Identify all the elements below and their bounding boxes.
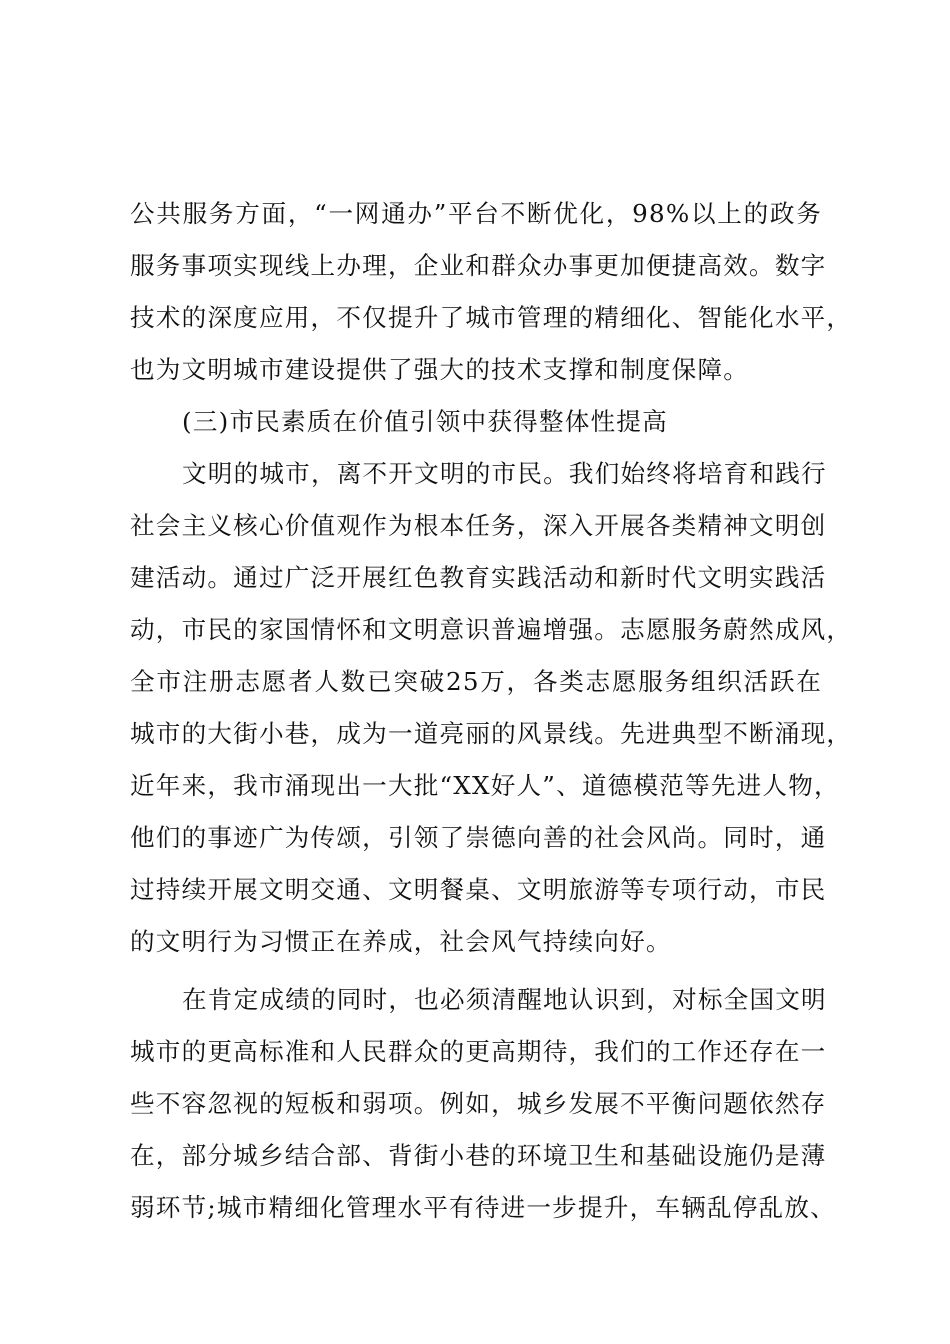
section-heading: [130, 396, 822, 448]
text-line: 全市注册志愿者人数已突破25万，各类志愿服务组织活跃在: [130, 667, 822, 696]
text-line: 过持续开展文明交通、文明餐桌、文明旅游等专项行动，市民: [130, 875, 827, 904]
text-line: 技术的深度应用，不仅提升了城市管理的精细化、智能化水平，: [130, 303, 853, 332]
text-line: 城市的大街小巷，成为一道亮丽的风景线。先进典型不断涌现，: [130, 719, 853, 748]
document-body: [130, 188, 853, 1234]
text-line: 社会主义核心价值观作为根本任务，深入开展各类精神文明创: [130, 511, 827, 540]
text-line: 建活动。通过广泛开展红色教育实践活动和新时代文明实践活: [130, 563, 827, 592]
text-line: 近年来，我市涌现出一大批“XX好人”、道德模范等先进人物，: [130, 771, 840, 800]
paragraph-citizens: [130, 448, 853, 968]
text-line: 城市的更高标准和人民群众的更高期待，我们的工作还存在一: [130, 1037, 827, 1066]
text-line: 的文明行为习惯正在养成，社会风气持续向好。: [130, 927, 672, 956]
text-line: 文明的城市，离不开文明的市民。我们始终将培育和践行: [182, 459, 827, 488]
text-line: 在肯定成绩的同时，也必须清醒地认识到，对标全国文明: [182, 985, 827, 1014]
text-line: 弱环节;城市精细化管理水平有待进一步提升，车辆乱停乱放、: [130, 1193, 836, 1222]
text-line: 他们的事迹广为传颂，引领了崇德向善的社会风尚。同时，通: [130, 823, 827, 852]
paragraph-shortcomings: [130, 974, 836, 1234]
text-line: 在，部分城乡结合部、背街小巷的环境卫生和基础设施仍是薄: [130, 1141, 827, 1170]
heading-text: (三)市民素质在价值引领中获得整体性提高: [182, 407, 668, 436]
text-line: 些不容忽视的短板和弱项。例如，城乡发展不平衡问题依然存: [130, 1089, 827, 1118]
text-line: 也为文明城市建设提供了强大的技术支撑和制度保障。: [130, 355, 750, 384]
text-line: 服务事项实现线上办理，企业和群众办事更加便捷高效。数字: [130, 251, 827, 280]
paragraph-public-service: [130, 188, 853, 396]
text-line: 公共服务方面，“一网通办”平台不断优化，98%以上的政务: [130, 199, 822, 228]
text-line: 动，市民的家国情怀和文明意识普遍增强。志愿服务蔚然成风，: [130, 615, 853, 644]
